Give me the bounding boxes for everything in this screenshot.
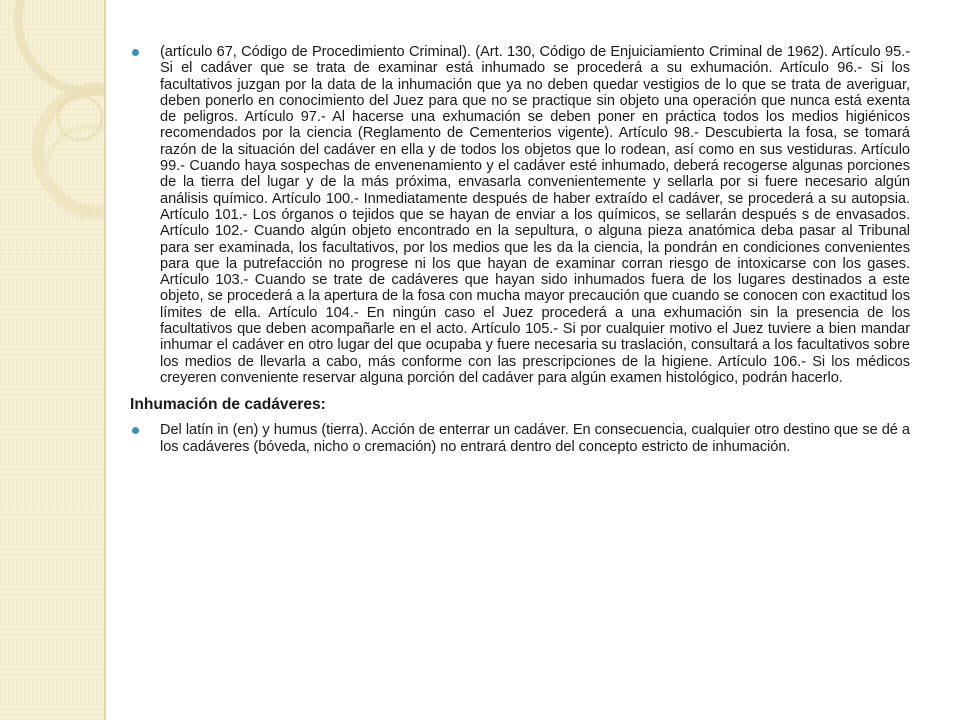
bullet-icon <box>132 427 139 434</box>
section-heading: Inhumación de cadáveres: <box>130 396 326 414</box>
ring-decoration-icon <box>0 0 106 720</box>
bullet-icon <box>132 49 139 56</box>
slide-content <box>130 44 910 455</box>
sidebar-divider <box>104 0 106 720</box>
decorative-sidebar <box>0 0 106 720</box>
article-paragraph: (artículo 67, Código de Procedimiento Criminal). (Art. 130, Código de Enjuiciamiento Criminal de 1962). Artículo 95.- Si el cadáver que se trata de examinar está inhumado se procederá a su exhumación. Artículo 96.- Si los facultativos juzgan por la data de la inhumación que ya no deben quedar vestigios de lo que se trata de averiguar, deben ponerlo en conocimiento del Juez para que no se practique sin objeto una operación que nunca está exenta de peligros. Artículo 97.- Al hacerse una exhumación se deben poner en práctica todos los medios higiénicos recomendados por la ciencia (Reglamento de Cementerios vigente). Artículo 98.- Descubierta la fosa, se tomará razón de la situación del cadáver en ella y de todos los objetos que lo rodean, así como en sus vestiduras. Artículo 99.- Cuando haya sospechas de envenenamiento y el cadáver esté inhumado, deberá recogerse algunas porciones de la tierra del lugar y de la más próxima, envasarla convenientemente y sellarla por si fuere necesario algún análisis químico. Artículo 100.- Inmediatamente después de haber extraído el cadáver, se procederá a su autopsia. Artículo 101.- Los órganos o tejidos que se hayan de enviar a los químicos, se sellarán después s de envasados. Artículo 102.- Cuando algún objeto encontrado en la sepultura, o alguna pieza anatómica deba pasar al Tribunal para ser examinada, los facultativos, por los medios que les da la ciencia, la pondrán en condiciones convenientes para que la putrefacción no progrese ni los que hayan de examinar corran riesgo de intoxicarse con los gases. Artículo 103.- Cuando se trate de cadáveres que hayan sido inhumados fuera de los lugares destinados a este objeto, se procederá a la apertura de la fosa con mucha mayor precaución que cuando se conocen con exactitud los límites de ella. Artículo 104.- En ningún caso el Juez procederá a una exhumación sin la presencia de los facultativos que deben acompañarle en el acto. Artículo 105.- Si por cualquier motivo el Juez tuviere a bien mandar inhumar el cadáver en otro lugar del que ocupaba y fuere necesaria su traslación, consultará a los facultativos sobre los medios de llevarla a cabo, más conforme con las prescripciones de la higiene. Artículo 106.- Si los médicos creyeren conveniente reservar alguna porción del cadáver para algún examen histológico, podrán hacerlo. <box>160 44 910 386</box>
list-item <box>130 422 910 455</box>
definition-paragraph: Del latín in (en) y humus (tierra). Acción de enterrar un cadáver. En consecuencia, cualquier otro destino que se dé a los cadáveres (bóveda, nicho o cremación) no entrará dentro del concepto estricto de inhumación. <box>160 422 910 455</box>
list-item <box>130 44 910 386</box>
